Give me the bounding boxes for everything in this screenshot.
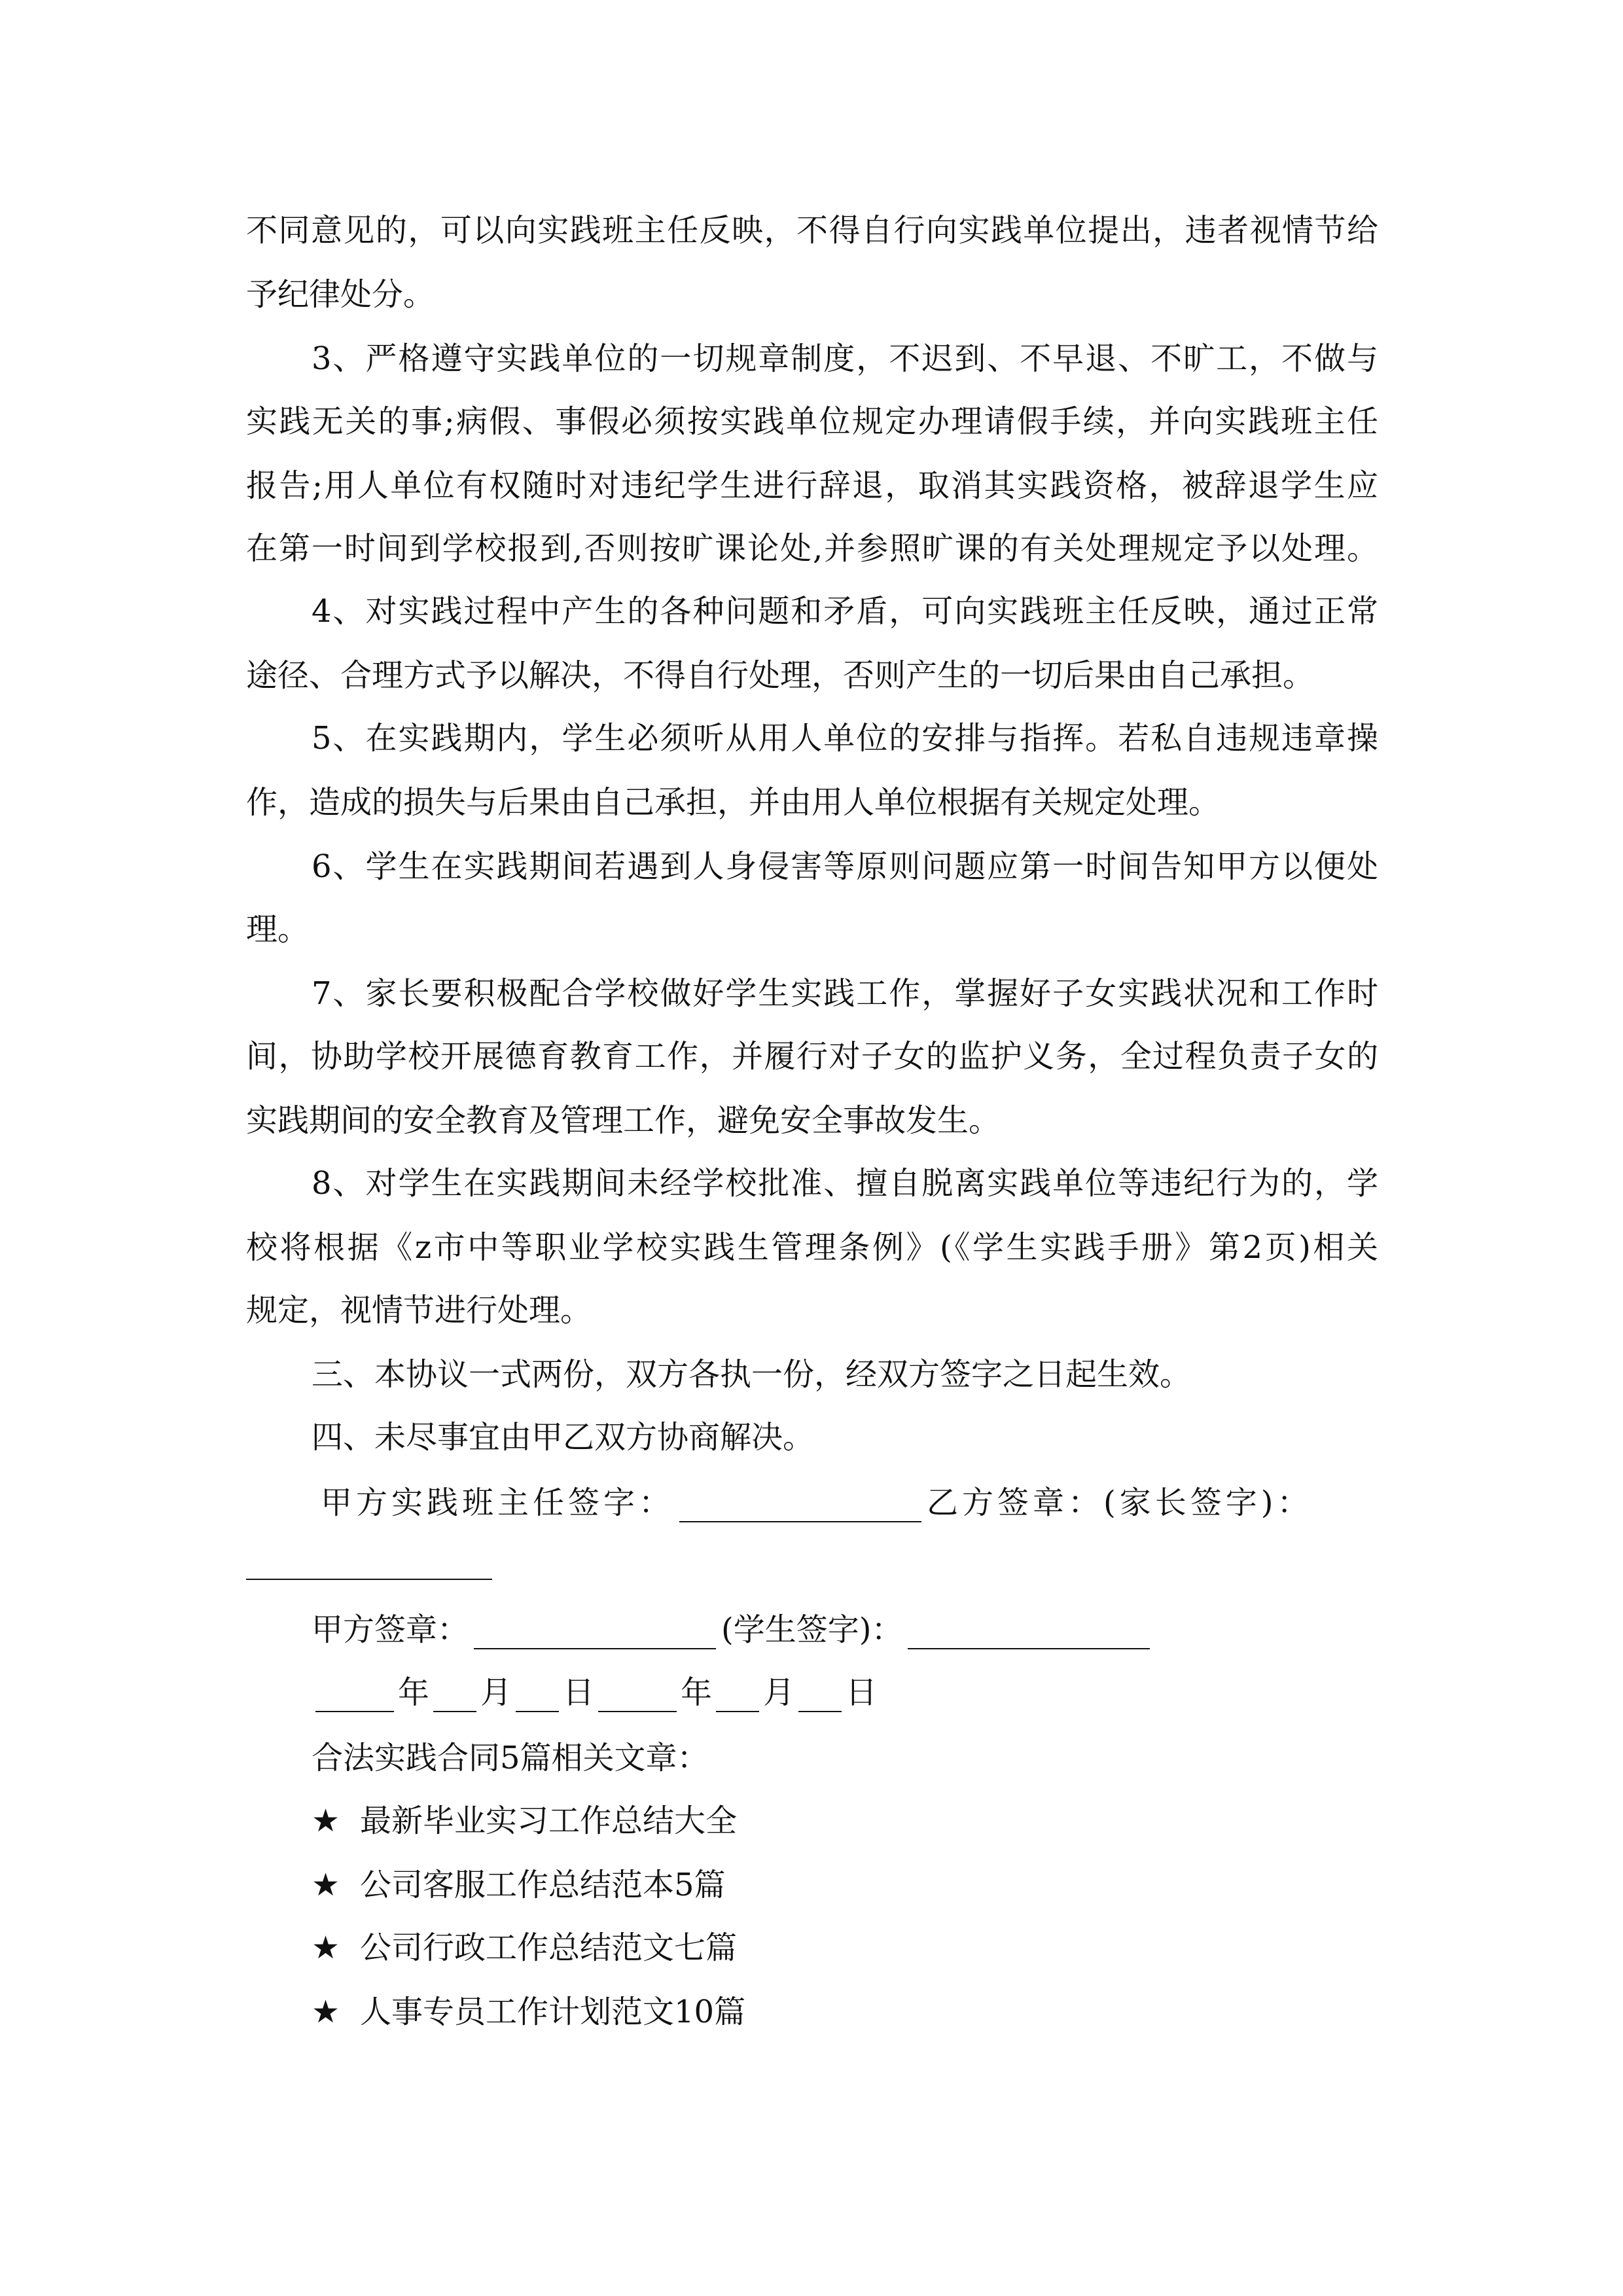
paragraph-line: 6、学生在实践期间若遇到人身侵害等原则问题应第一时间告知甲方以便处	[312, 848, 1378, 885]
star-icon: ★	[312, 1929, 340, 1966]
party-a-seal-label: 甲方签章：	[312, 1611, 469, 1648]
related-article-link[interactable]	[312, 1865, 726, 1905]
parent-signature-label: 乙方签章：(家长签字)：	[927, 1484, 1313, 1521]
paragraph-line: 5、在实践期内，学生必须听从用人单位的安排与指挥。若私自违规违章操	[312, 720, 1378, 757]
related-article-title[interactable]: 人事专员工作计划范文10篇	[360, 1994, 746, 2030]
paragraph-line: 8、对学生在实践期间未经学校批准、擅自脱离实践单位等违纪行为的，学	[312, 1165, 1378, 1202]
paragraph-line: 实践期间的安全教育及管理工作，避免安全事故发生。	[246, 1102, 1001, 1139]
star-icon: ★	[312, 1803, 340, 1839]
paragraph-line: 不同意见的，可以向实践班主任反映，不得自行向实践单位提出，违者视情节给	[246, 212, 1378, 249]
paragraph-line: 在第一时间到学校报到,否则按旷课论处,并参照旷课的有关处理规定予以处理。	[246, 530, 1378, 567]
month-blank[interactable]	[716, 1679, 759, 1712]
paragraph-line: 4、对实践过程中产生的各种问题和矛盾，可向实践班主任反映，通过正常	[312, 593, 1378, 630]
star-icon: ★	[312, 1867, 340, 1903]
day-blank[interactable]	[516, 1679, 559, 1712]
related-article-link[interactable]	[312, 1928, 737, 1967]
teacher-signature-blank[interactable]	[679, 1490, 921, 1522]
year-label: 年	[398, 1674, 430, 1711]
teacher-signature-row	[321, 1483, 1312, 1522]
paragraph-line: 7、家长要积极配合学校做好学生实践工作，掌握好子女实践状况和工作时	[312, 975, 1378, 1012]
related-article-title[interactable]: 最新毕业实习工作总结大全	[360, 1803, 738, 1839]
year-blank[interactable]	[598, 1679, 677, 1712]
parent-signature-blank[interactable]	[246, 1579, 492, 1580]
paragraph-line: 报告;用人单位有权随时对违纪学生进行辞退，取消其实践资格，被辞退学生应	[246, 467, 1378, 504]
date-row	[312, 1673, 877, 1712]
day-label: 日	[846, 1674, 878, 1711]
party-a-seal-blank[interactable]	[474, 1617, 716, 1649]
paragraph-line: 作，造成的损失与后果由自己承担，并由用人单位根据有关规定处理。	[246, 784, 1221, 821]
day-label: 日	[563, 1674, 595, 1711]
month-blank[interactable]	[433, 1679, 476, 1712]
student-signature-blank[interactable]	[908, 1617, 1150, 1649]
related-article-link[interactable]	[312, 1801, 737, 1840]
year-blank[interactable]	[315, 1679, 394, 1712]
clause-three: 三、本协议一式两份，双方各执一份，经双方签字之日起生效。	[312, 1356, 1192, 1393]
student-signature-label: (学生签字)：	[721, 1611, 903, 1648]
paragraph-line: 途径、合理方式予以解决，不得自行处理，否则产生的一切后果由自己承担。	[246, 657, 1315, 694]
related-article-title[interactable]: 公司行政工作总结范文七篇	[360, 1929, 738, 1966]
related-articles-heading: 合法实践合同5篇相关文章：	[312, 1740, 709, 1776]
paragraph-line: 实践无关的事;病假、事假必须按实践单位规定办理请假手续，并向实践班主任	[246, 403, 1378, 440]
paragraph-line: 间，协助学校开展德育教育工作，并履行对子女的监护义务，全过程负责子女的	[246, 1038, 1378, 1075]
teacher-signature-label: 甲方实践班主任签字：	[321, 1484, 675, 1521]
paragraph-line: 理。	[246, 911, 310, 948]
paragraph-line: 予纪律处分。	[246, 276, 435, 313]
star-icon: ★	[312, 1994, 340, 2030]
paragraph-line: 校将根据《z市中等职业学校实践生管理条例》(《学生实践手册》第2页)相关	[246, 1229, 1378, 1266]
clause-four: 四、未尽事宜由甲乙双方协商解决。	[312, 1419, 815, 1456]
year-label: 年	[681, 1674, 713, 1711]
month-label: 月	[763, 1674, 795, 1711]
day-blank[interactable]	[798, 1679, 842, 1712]
related-article-link[interactable]	[312, 1992, 745, 2032]
paragraph-line: 3、严格遵守实践单位的一切规章制度，不迟到、不早退、不旷工，不做与	[312, 340, 1378, 377]
paragraph-line: 规定，视情节进行处理。	[246, 1292, 592, 1329]
month-label: 月	[480, 1674, 512, 1711]
seal-signature-row	[312, 1610, 1155, 1649]
related-article-title[interactable]: 公司客服工作总结范本5篇	[360, 1867, 726, 1903]
